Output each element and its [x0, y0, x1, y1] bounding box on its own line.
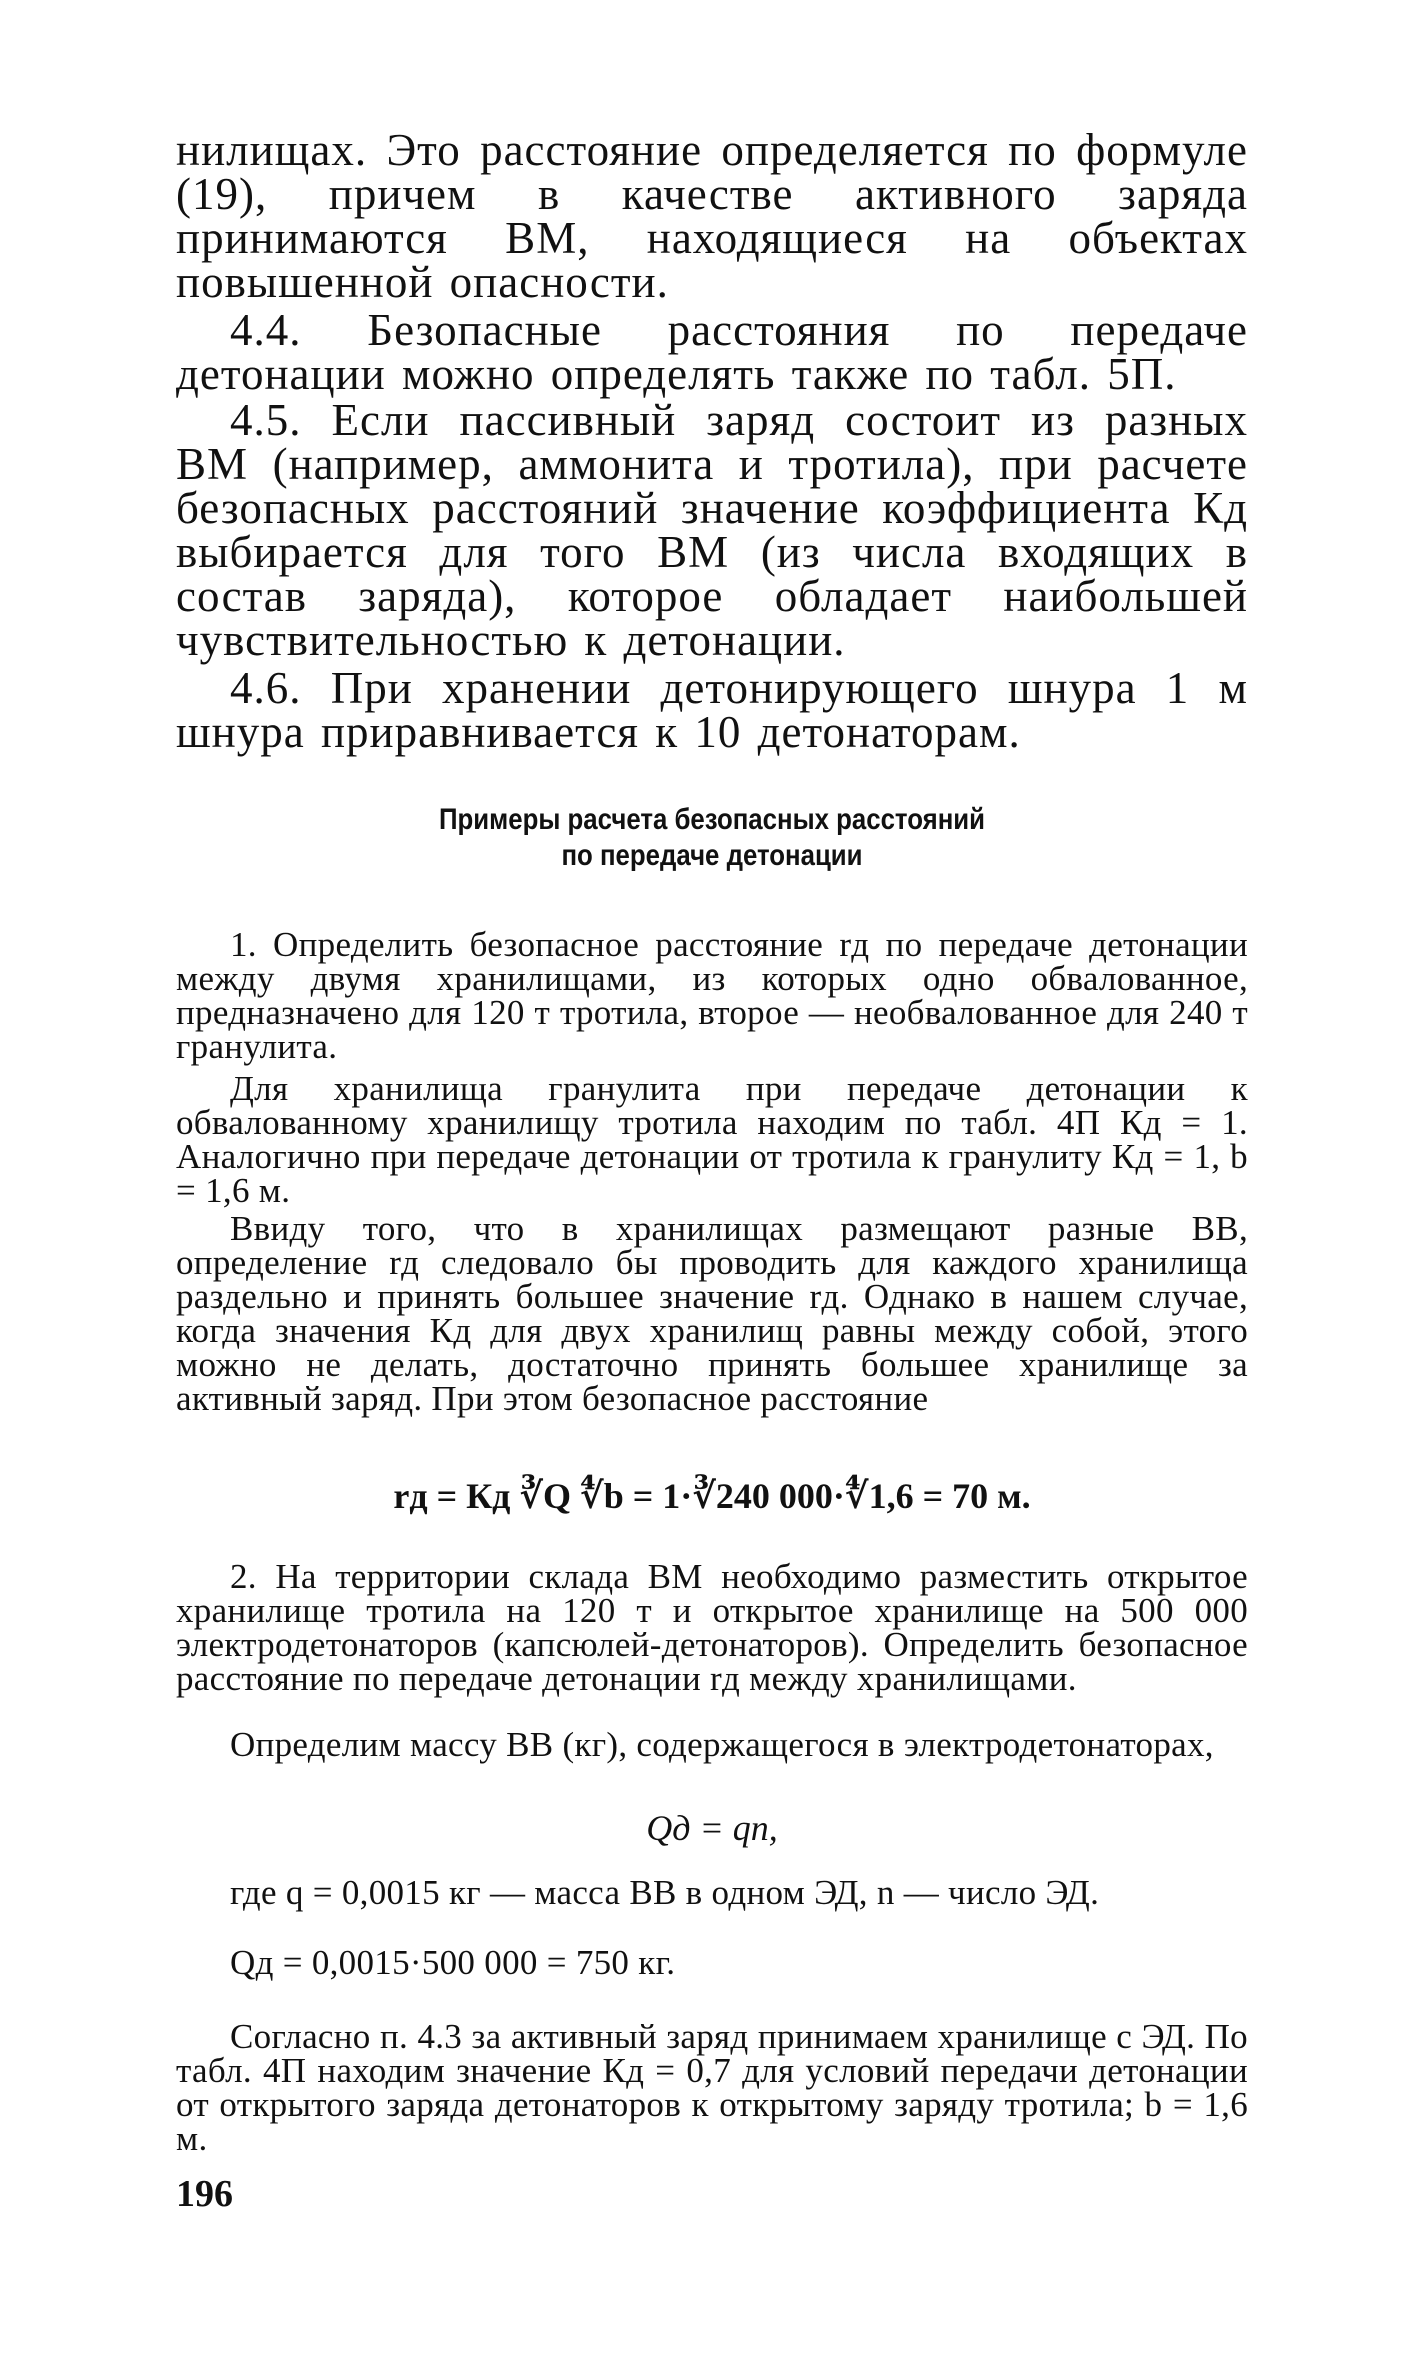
- formula-distance: rд = Кд ∛Q ∜b = 1·∛240 000·∜1,6 = 70 м.: [393, 1476, 1031, 1516]
- paragraph-4-5: [176, 395, 1248, 665]
- example-1: [176, 925, 1248, 1066]
- page-number: 196: [176, 2173, 233, 2215]
- section-heading-line-1: Примеры расчета безопасных расстояний: [438, 803, 986, 836]
- text-paragraph: 4.6. При хранении детонирующего шнура 1 м шнура приравнивается к 10 детонаторам.: [176, 663, 1248, 757]
- example-2-mass-intro: [176, 1725, 1248, 1764]
- text-paragraph: 4.5. Если пассивный заряд состоит из разных ВМ (например, аммонита и тротила), при расчете безопасных расстояний значение коэффициента Кд выбирается для того ВМ (из числа входящих в состав заряда), которое обладает наибольшей чувствительностью к детонации.: [176, 395, 1248, 665]
- paragraph-4-4: [176, 305, 1248, 399]
- text-paragraph: Согласно п. 4.3 за активный заряд принимаем хранилище с ЭД. По табл. 4П находим значение Кд = 0,7 для условий передачи детонации от открытого заряда детонаторов к открытому заряду тротила; b = 1,6 м.: [176, 2017, 1248, 2158]
- example-1-analysis: [176, 1069, 1248, 1210]
- text-paragraph: нилищах. Это расстояние определяется по формуле (19), причем в качестве активного заряда принимаются ВМ, находящиеся на объектах повышенной опасности.: [176, 125, 1248, 307]
- text-paragraph: 4.4. Безопасные расстояния по передаче детонации можно определять также по табл. 5П.: [176, 305, 1248, 399]
- where-line: [176, 1873, 1248, 1912]
- section-heading-line-2: по передаче детонации: [561, 839, 863, 872]
- text-paragraph: 1. Определить безопасное расстояние rд по передаче детонации между двумя хранилищами, из которых одно обвалованное, предназначено для 120 т тротила, второе — необвалованное для 240 т гранулита.: [176, 925, 1248, 1066]
- text-paragraph: Qд = 0,0015·500 000 = 750 кг.: [230, 1943, 676, 1982]
- paragraph-continuation: [176, 125, 1248, 307]
- example-2: [176, 1557, 1248, 1698]
- final-paragraph: [176, 2017, 1248, 2158]
- mass-result: [176, 1943, 1248, 1982]
- text-paragraph: 2. На территории склада ВМ необходимо разместить открытое хранилище тротила на 120 т и открытое хранилище на 500 000 электродетонаторов (капсюлей-детонаторов). Определить безопасное расстояние по передаче детонации rд между хранилищами.: [176, 1557, 1248, 1698]
- formula-mass: Qд = qn,: [646, 1808, 778, 1848]
- example-1-conclusion: [176, 1209, 1248, 1418]
- text-paragraph: Ввиду того, что в хранилищах размещают разные ВВ, определение rд следовало бы проводить для каждого хранилища раздельно и принять большее значение rд. Однако в нашем случае, когда значения Кд для двух хранилищ равны между собой, этого можно не делать, достаточно принять большее хранилище за активный заряд. При этом безопасное расстояние: [176, 1209, 1248, 1418]
- paragraph-4-6: [176, 663, 1248, 757]
- text-paragraph: Для хранилища гранулита при передаче детонации к обвалованному хранилищу тротила находим по табл. 4П Кд = 1. Аналогично при передаче детонации от тротила к гранулиту Кд = 1, b = 1,6 м.: [176, 1069, 1248, 1210]
- text-paragraph: где q = 0,0015 кг — масса ВВ в одном ЭД, n — число ЭД.: [230, 1873, 1100, 1912]
- text-paragraph: Определим массу ВВ (кг), содержащегося в электродетонаторах,: [230, 1725, 1214, 1764]
